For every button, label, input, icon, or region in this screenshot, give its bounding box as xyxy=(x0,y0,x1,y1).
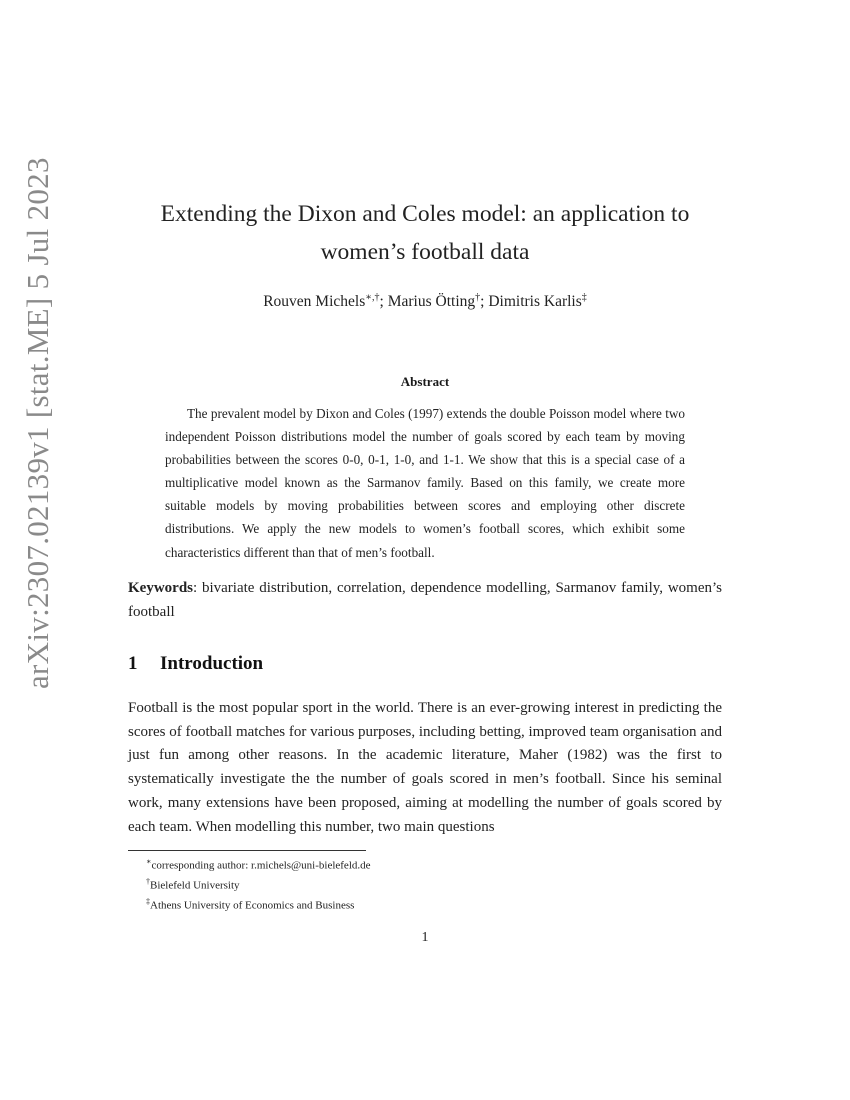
footnote-mark: ∗ xyxy=(146,857,152,866)
page-number: 1 xyxy=(421,930,429,945)
paper-title xyxy=(128,195,722,271)
footnote-text: corresponding author: r.michels@uni-bielefeld.de xyxy=(151,859,371,872)
author-affiliation-mark: † xyxy=(475,292,481,303)
keywords-list: : bivariate distribution, correlation, dependence modelling, Sarmanov family, women’s football xyxy=(128,580,722,620)
author-separator: ; xyxy=(379,293,388,311)
abstract-heading: Abstract xyxy=(400,374,450,389)
footnote xyxy=(146,854,371,874)
title-line-1: Extending the Dixon and Coles model: an application to xyxy=(160,201,690,227)
author-name: Dimitris Karlis xyxy=(488,293,582,311)
author-list xyxy=(128,292,722,311)
keywords-label: Keywords xyxy=(128,580,193,596)
author-affiliation-mark: ‡ xyxy=(581,292,587,303)
footnotes xyxy=(146,854,371,914)
author-separator: ; xyxy=(480,293,489,311)
author-name: Rouven Michels xyxy=(263,293,366,311)
section-title: Introduction xyxy=(160,653,264,674)
footnote-text: Athens University of Economics and Business xyxy=(150,899,355,912)
abstract-text: The prevalent model by Dixon and Coles (1997) extends the double Poisson model where two independent Poisson distributions model the number of goals scored by each team by moving probabilities between the scores 0-0, 0-1, 1-0, and 1-1. We show that this is a special case of a multiplicative model known as the Sarmanov family. Based on this family, we create more suitable models by moving probabilities between scores and employing other discrete distributions. We apply the new models to women’s football scores, which exhibit some characteristics different than that of men’s football. xyxy=(165,406,685,560)
keywords-paragraph xyxy=(128,576,722,624)
footnote-mark: ‡ xyxy=(146,897,150,907)
footnote xyxy=(146,894,371,914)
arxiv-identifier-stamp: arXiv:2307.02139v1 [stat.ME] 5 Jul 2023 xyxy=(20,157,55,689)
footnote-mark: † xyxy=(146,877,150,887)
title-line-2: women’s football data xyxy=(320,239,530,265)
author-affiliation-mark: ∗,† xyxy=(365,292,380,303)
footnote-text: Bielefeld University xyxy=(150,879,240,892)
introduction-paragraph: Football is the most popular sport in the world. There is an ever-growing interest in predicting the scores of football matches for various purposes, including betting, improved team organisation and just fun among other reasons. In the academic literature, Maher (1982) was the first to systematically investigate the the number of goals scored in men’s football. Since his seminal work, many extensions have been proposed, aiming at modelling the number of goals scored by each team. When modelling this number, two main questions xyxy=(128,700,722,835)
section-heading xyxy=(128,653,263,675)
footnote xyxy=(146,874,371,894)
author-name: Marius Ötting xyxy=(387,293,476,311)
footnote-divider xyxy=(128,850,366,851)
section-number: 1 xyxy=(128,653,138,674)
